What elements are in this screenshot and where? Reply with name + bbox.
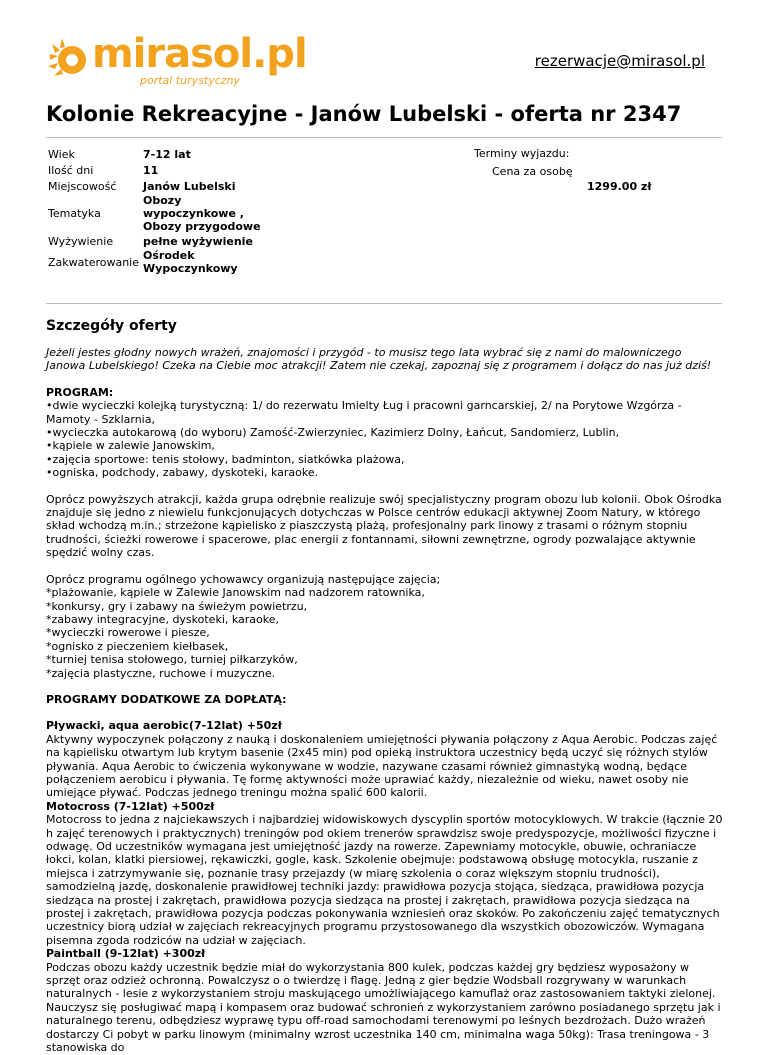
info-row-meals [46, 233, 265, 249]
details-heading: Szczegóły oferty [46, 318, 177, 334]
extra-program-text: Motocross to jedna z najciekawszych i najbardziej widowiskowych dyscyplin sportów motocyklowych. W trakcie (łącznie 20 h zajęć terenowych i praktycznych) treningów pod okiem trenerów sprawdzisz swoje predyspozycje, możliwości fizyczne i odwagę. Od uczestników wymagana jest umiejętność jazdy na rowerze. Zapewniamy motocykle, obuwie, ochraniacze łokci, kolan, klatki piersiowej, rękawiczki, gogle, kask. Szkolenie obejmuje: podstawową obsługę motocykla, ruszanie z miejsca i zatrzymywanie się, poznanie trasy przejazdy (w miarę szkolenia o coraz większym stopniu trudności), samodzielną jazdę, doskonalenie prawidłowej techniki jazdy: prawidłowa pozycja stojąca, siedząca, prawidłowa pozycja siedząca na prostej i zakrętach, prawidłowa pozycja siedząca na prostej i zakrętach, prawidłowa pozycja siedząca na prostej i zakrętach, prawidłowa pozycja podczas pokonywania wzniesień oraz skoków. Po zakończeniu zajęć tematycznych uczestnicy biorą udział w zajęciach rekreacyjnych programu przystosowanego dla wszystkich obozowiczów. Wymagana pisemna zgoda rodziców na udział w zajęciach. [46, 813, 723, 947]
info-label: Miejscowość [48, 179, 117, 193]
intro-text: Jeżeli jestes głodny nowych wrażeń, znajomości i przygód - to musisz tego lata wybrać się z nami do malowniczego Janowa Lubelskiego! Czeka na Ciebie moc atrakcji! Zatem nie czekaj, zapoznaj się z programem i dołącz do nas już dziś! [46, 346, 712, 373]
extra-program-text: Podczas obozu każdy uczestnik będzie miał do wykorzystania 800 kulek, podczas każdej gry będziesz wyposażony w sprzęt oraz odzież ochronną. Powalczysz o o twierdzę i flagę. Jedną z gier będzie Wodsball rozgrywany w warunkach naturalnych - lesie z wykorzystaniem stroju maskującego umożliwiającego kamuflaż oraz zastosowaniem taktyki zielonej. Nauczysz się posługiwać mapą i kompasem oraz budować schronień z wykorzystaniem zarówno posiadanego sprzętu jak i naturalnego terenu, odbędziesz wyprawę typu off-road samochodami terenowymi po leśnych bezdrożach. Dużo wrażeń dostarczy Ci pobyt w parku linowym (minimalny wzrost uczestnika 140 cm, minimalna waga 50kg): Trasa treningowa - 3 stanowiska do [46, 960, 721, 1055]
info-row-days [46, 162, 265, 178]
info-value: Obozy wypoczynkowe , Obozy przygodowe [143, 194, 261, 233]
program-item: •ogniska, podchody, zabawy, dyskoteki, karaoke. [46, 466, 319, 480]
general-item: *zajęcia plastyczne, ruchowe i muzyczne. [46, 666, 276, 680]
info-label: Wiek [48, 147, 75, 161]
general-item: *konkursy, gry i zabawy na świeżym powietrzu, [46, 599, 308, 613]
general-item: *plażowanie, kąpiele w Zalewie Janowskim nad nadzorem ratownika, [46, 586, 425, 600]
general-item: *zabawy integracyjne, dyskoteki, karaoke, [46, 612, 280, 626]
mirasol-logo[interactable] [46, 30, 307, 87]
extra-programs-heading: PROGRAMY DODATKOWE ZA DOPŁATĄ: [46, 692, 287, 706]
email-link[interactable]: rezerwacje@mirasol.pl [534, 52, 705, 70]
spacer [46, 706, 724, 719]
extra-program-title: Motocross (7-12lat) +500zł [46, 799, 215, 813]
spacer [46, 560, 724, 573]
info-value: 11 [143, 163, 159, 177]
spacer [46, 680, 724, 693]
title-divider [46, 137, 722, 138]
sun-logo-icon [46, 36, 92, 82]
price-value: 1299.00 zł [587, 180, 652, 193]
offer-info-table [46, 146, 265, 275]
info-value: Ośrodek Wypoczynkowy [143, 249, 238, 275]
info-label: Wyżywienie [48, 234, 114, 248]
spacer [46, 480, 724, 493]
general-program-intro: Oprócz programu ogólnego ychowawcy organizują następujące zajęcia; [46, 572, 441, 586]
info-label: Tematyka [48, 207, 101, 220]
info-value: Janów Lubelski [143, 179, 236, 193]
info-row-location [46, 178, 265, 194]
info-value: 7-12 lat [143, 147, 191, 161]
page-header [0, 0, 768, 100]
program-item: •dwie wycieczki kolejką turystyczną: 1/ do rezerwatu Imielty Ług i pracowni garncarskiej, 2/ na Porytowe Wzgórza - Mamoty - Szklarnia, [46, 399, 682, 426]
general-item: *ognisko z pieczeniem kiełbasek, [46, 639, 229, 653]
program-item: •kąpiele w zalewie Janowskim, [46, 439, 215, 453]
page-title: Kolonie Rekreacyjne - Janów Lubelski - oferta nr 2347 [46, 102, 682, 126]
info-label: Ilość dni [48, 163, 94, 177]
info-row-theme [46, 194, 265, 233]
offer-details [46, 346, 724, 1055]
spacer [46, 373, 724, 386]
price-label: Cena za osobę [492, 165, 573, 178]
program-item: •zajęcia sportowe: tenis stołowy, badminton, siatkówka plażowa, [46, 452, 405, 466]
extra-program-text: Aktywny wypoczynek połączony z nauką i doskonaleniem umiejętności pływania połączony z Aqua Aerobic. Podczas zajęć na kąpielisku otwartym lub krytym basenie (2x45 min) pod opieką instruktora uczestnicy będą uczyć się różnych stylów pływania. Aqua Aerobic to ćwiczenia wykonywane w wodzie, nazywane czasami również gimnastyką wodną, będące połączeniem aerobicu i pływania. Tę formę aktywności może uprawiać każdy, niezależnie od wieku, nawet osoby nie umiejące pływać. Podczas jednego treningu można spalić 600 kalorii. [46, 732, 718, 800]
centre-paragraph: Oprócz powyższych atrakcji, każda grupa odrębnie realizuje swój specjalistyczny program obozu lub kolonii. Obok Ośrodka znajduje się jedno z niewielu funkcjonujących dotychczas w Polsce centrów edukacji aktywnej Zoom Natury, w którego skład wchodzą m.in.; strzeżone kąpielisko z piaszczystą plażą, profesjonalny park linowy z trasami o różnym stopniu trudności, ścieżki rowerowe i spacerowe, plac energii z fontannami, siłowni zewnętrzne, ogrody pozwalające aktywnie spędzić wolny czas. [46, 492, 722, 560]
logo-tagline: portal turystyczny [140, 74, 241, 87]
info-row-accommodation [46, 249, 265, 275]
departure-terms-label: Terminy wyjazdu: [474, 147, 570, 160]
info-value: pełne wyżywienie [143, 234, 253, 248]
logo-text: mirasol.pl [92, 31, 307, 77]
general-item: *wycieczki rowerowe i piesze, [46, 626, 210, 640]
info-row-age [46, 146, 265, 162]
program-item: •wycieczka autokarową (do wyboru) Zamość-Zwierzyniec, Kazimierz Dolny, Łańcut, Sandomierz, Lublin, [46, 426, 620, 440]
extra-program-title: Pływacki, aqua aerobic(7-12lat) +50zł [46, 719, 282, 733]
extra-program-title: Paintball (9-12lat) +300zł [46, 947, 206, 961]
program-heading: PROGRAM: [46, 385, 114, 399]
info-divider [46, 303, 722, 304]
general-item: *turniej tenisa stołowego, turniej piłkarzyków, [46, 653, 298, 667]
info-label: Zakwaterowanie [48, 255, 140, 269]
